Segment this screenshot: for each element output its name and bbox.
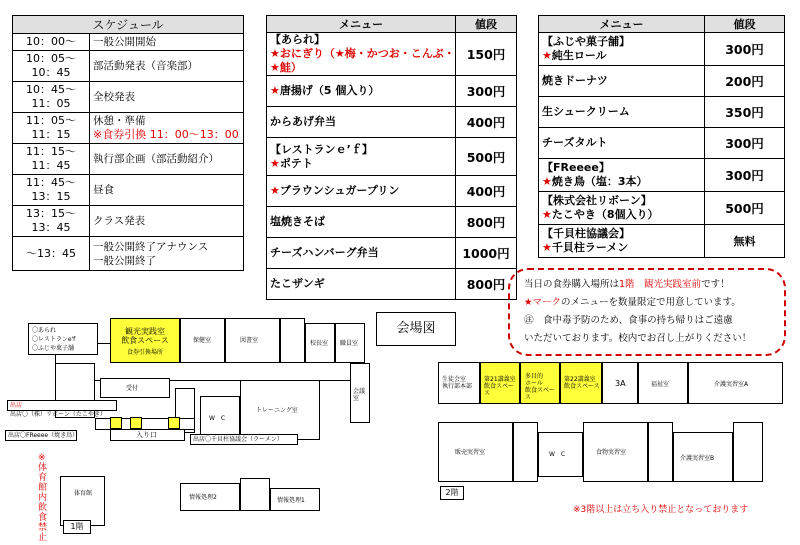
menu-price: 200円 xyxy=(705,66,785,97)
floor-label: 1階 xyxy=(63,520,91,534)
room-label: 体育館 xyxy=(74,490,93,497)
shop-spot xyxy=(110,417,122,429)
menu-header-item: メニュー xyxy=(539,16,705,33)
menu-item-name: 塩焼きそば xyxy=(267,207,456,238)
menu-price: 800円 xyxy=(456,207,517,238)
schedule-time: 11：15～ 11：45 xyxy=(13,144,90,175)
table-row xyxy=(539,66,785,97)
schedule-time: 13：15～ 13：45 xyxy=(13,206,90,237)
menu-table-1 xyxy=(266,15,517,300)
gym-no-eating-note: ※体育館内飲食禁止 xyxy=(38,453,48,543)
menu-item-name: 唐揚げ（5 個入り） xyxy=(279,84,380,97)
schedule-time: 10：00～ xyxy=(13,34,90,51)
schedule-event-cell xyxy=(90,113,244,144)
table-row: 【FReeee】 ★焼き鳥（塩：3本） 300円 xyxy=(539,159,785,192)
schedule-event: 休憩・準備 xyxy=(93,115,146,127)
menu-shop-name: 【千貝柱協議会】 xyxy=(542,227,630,240)
room-label: 校長室 xyxy=(310,340,329,347)
floor2-map xyxy=(438,362,788,522)
upper-floor-restriction-note: ※3階以上は立ち入り禁止となっております xyxy=(573,505,749,515)
table-row: 【株式会社リボーン】 ★たこやき（8個入り） 500円 xyxy=(539,192,785,225)
room-label: 観光実践室 飲食スペース xyxy=(121,327,169,345)
menu-item-name: たこザンギ xyxy=(267,269,456,300)
menu-header-item: メニュー xyxy=(267,16,456,33)
menu-price: 150円 xyxy=(456,33,517,76)
legend-item: 〇あられ xyxy=(32,327,57,334)
menu-item-name: からあげ弁当 xyxy=(267,107,456,138)
room-label: 図書室 xyxy=(240,337,259,344)
menu-price: 300円 xyxy=(705,159,785,192)
room-label: 販売実習室 xyxy=(455,449,486,456)
shop-spot xyxy=(130,417,142,429)
schedule-header: スケジュール xyxy=(13,16,244,34)
menu-item-name: 焼きドーナツ xyxy=(539,66,705,97)
room-label: 保健室 xyxy=(193,337,212,344)
menu-item-name: 焼き鳥（塩：3本） xyxy=(551,175,648,188)
table-row: 【レストランｅ’ｆ】 ★ポテト 500円 xyxy=(267,138,517,176)
menu-shop-name: 【ふじや菓子舗】 xyxy=(542,35,630,48)
table-row xyxy=(13,144,244,175)
menu-price: 300円 xyxy=(456,76,517,107)
menu-shop-name: 【レストランｅ’ｆ】 xyxy=(270,142,373,156)
room-label: W C xyxy=(209,415,226,422)
notice-text: のメニューを数量限定で用意しています。 xyxy=(561,297,741,308)
table-row xyxy=(267,207,517,238)
table-row: ★ブラウンシュガープリン 400円 xyxy=(267,176,517,207)
table-row xyxy=(539,97,785,128)
schedule-event: クラス発表 xyxy=(90,206,244,237)
shop-label: 出店〇（株）リボーン（たこやき） xyxy=(10,411,106,418)
menu-shop-name: 【株式会社リボーン】 xyxy=(542,194,652,207)
schedule-event: 全校発表 xyxy=(90,82,244,113)
menu-price: 400円 xyxy=(456,107,517,138)
notice-box xyxy=(508,268,786,356)
room-label: 第22講義室 飲食スペース xyxy=(564,376,600,390)
room-label: 生徒会室 執行部本部 xyxy=(442,376,473,390)
schedule-event: 昼食 xyxy=(90,175,244,206)
room-label: 介護実習室B xyxy=(680,455,715,462)
menu-item-name: ポテト xyxy=(279,156,313,170)
menu-header-price: 値段 xyxy=(705,16,785,33)
menu-price: 300円 xyxy=(705,33,785,66)
notice-highlight: ★マーク xyxy=(524,297,562,308)
entrance-label: 入り口 xyxy=(136,431,157,439)
menu-shop-name: 【あられ】 xyxy=(270,33,325,46)
floor-label: 2階 xyxy=(440,486,464,500)
room-label: 3A xyxy=(615,379,626,388)
table-row xyxy=(267,269,517,300)
ticket-exchange-note: ※食券引換 11：00～13：00 xyxy=(93,128,239,141)
schedule-time: ～13：45 xyxy=(13,237,90,271)
schedule-event: 部活動発表（音楽部） xyxy=(90,51,244,82)
table-row xyxy=(267,107,517,138)
room-label: W C xyxy=(549,451,566,458)
yellow-dining-room xyxy=(520,362,560,404)
yellow-dining-room xyxy=(110,318,180,363)
room-sublabel: 食券引換場所 xyxy=(126,349,163,356)
room-label: 情報処理2 xyxy=(189,494,217,501)
shop-label: 出店〇千貝柱協議会（ラーメン） xyxy=(193,436,283,443)
legend-item: 〇ふじや菓子舗 xyxy=(32,345,75,352)
table-row xyxy=(267,33,517,76)
schedule-event: 一般公開終了アナウンス 一般公開終了 xyxy=(90,237,244,271)
room-label: 多目的 ホール 飲食スペース xyxy=(525,373,556,401)
menu-item-name: 純生ロール xyxy=(551,49,607,62)
venue-map-title: 会場図 xyxy=(376,312,456,346)
shop-label: 出店〇FReeee（焼き鳥） xyxy=(8,432,79,439)
room-label: 介護実習室A xyxy=(714,381,749,388)
room-label: 会議室 xyxy=(353,388,366,402)
notice-text: ㊟ 食中毒予防のため、食事の持ち帰りはご遠慮 xyxy=(524,315,733,326)
table-row: ★唐揚げ（5 個入り） 300円 xyxy=(267,76,517,107)
menu-shop-name: 【FReeee】 xyxy=(542,161,610,174)
schedule-table xyxy=(12,15,244,271)
notice-highlight: 1階 観光実践室前 xyxy=(619,279,702,290)
notice-text: です！ xyxy=(701,279,730,290)
table-row xyxy=(13,237,244,271)
legend-item: 〇レストランe'f xyxy=(32,336,76,343)
table-row xyxy=(13,82,244,113)
room-label: トレーニング室 xyxy=(256,407,298,414)
schedule-event: 執行部企画（部活動紹介） xyxy=(90,144,244,175)
room-label: 職員室 xyxy=(340,340,359,347)
room-label: 第21講義室 飲食スペース xyxy=(484,376,516,397)
table-row xyxy=(13,113,244,144)
notice-text: いただいております。校内でお召し上がりください！ xyxy=(524,333,752,344)
schedule-time: 10：45～ 11：05 xyxy=(13,82,90,113)
yellow-dining-room xyxy=(480,362,520,404)
menu-item-name: チーズハンバーグ弁当 xyxy=(267,238,456,269)
shop-legend xyxy=(28,323,98,355)
notice-text: 当日の食券購入場所は xyxy=(524,279,620,290)
schedule-time: 11：05～ 11：15 xyxy=(13,113,90,144)
menu-item-name: たこやき（8個入り） xyxy=(551,208,659,221)
menu-item-name: 千貝柱ラーメン xyxy=(551,241,629,254)
menu-item-name: 生シュークリーム xyxy=(539,97,705,128)
room-label: 情報処理1 xyxy=(277,497,305,504)
room-label: 福祉室 xyxy=(651,381,670,388)
schedule-event: 一般公開開始 xyxy=(90,34,244,51)
table-row xyxy=(13,206,244,237)
menu-item-name: ★おにぎり（★梅・かつお・こんぶ・★鮭） xyxy=(270,47,455,74)
menu-price: 350円 xyxy=(705,97,785,128)
menu-price: 無料 xyxy=(705,225,785,258)
room-label: 食物実習室 xyxy=(596,449,627,456)
table-row xyxy=(13,34,244,51)
schedule-time: 11：45～ 13：15 xyxy=(13,175,90,206)
room-label: 受付 xyxy=(126,385,139,392)
floor1-map: 観光実践室 飲食スペース 食券引換場所 保健室 図書室 校長室 職員室 会議室 受付 W C トレーニング室 入り口 体育館 情報処理2 情報処理1 〇あられ 〇レストランe'f 〇ふじや菓子舗 出店出店〇（株）リボーン（たこやき） 出店〇FReeee（焼き鳥） 出店〇千貝柱協議会（ラーメン） ※体育館内飲食禁止 1階 xyxy=(0,318,370,545)
menu-price: 800円 xyxy=(456,269,517,300)
table-row xyxy=(13,51,244,82)
table-row: 【ふじや菓子舗】 ★純生ロール 300円 xyxy=(539,33,785,66)
menu-price: 1000円 xyxy=(456,238,517,269)
table-row xyxy=(267,238,517,269)
shop-spot xyxy=(168,417,180,429)
table-row: 【千貝柱協議会】 ★千貝柱ラーメン 無料 xyxy=(539,225,785,258)
menu-price: 400円 xyxy=(456,176,517,207)
menu-table-2 xyxy=(538,15,785,258)
menu-item-name: チーズタルト xyxy=(539,128,705,159)
table-row xyxy=(539,128,785,159)
menu-price: 500円 xyxy=(456,138,517,176)
schedule-time: 10：05～ 10：45 xyxy=(13,51,90,82)
menu-price: 500円 xyxy=(705,192,785,225)
yellow-dining-room xyxy=(560,362,602,404)
menu-price: 300円 xyxy=(705,128,785,159)
menu-item-name: ブラウンシュガープリン xyxy=(279,184,400,197)
menu-header-price: 値段 xyxy=(456,16,517,33)
table-row xyxy=(13,175,244,206)
